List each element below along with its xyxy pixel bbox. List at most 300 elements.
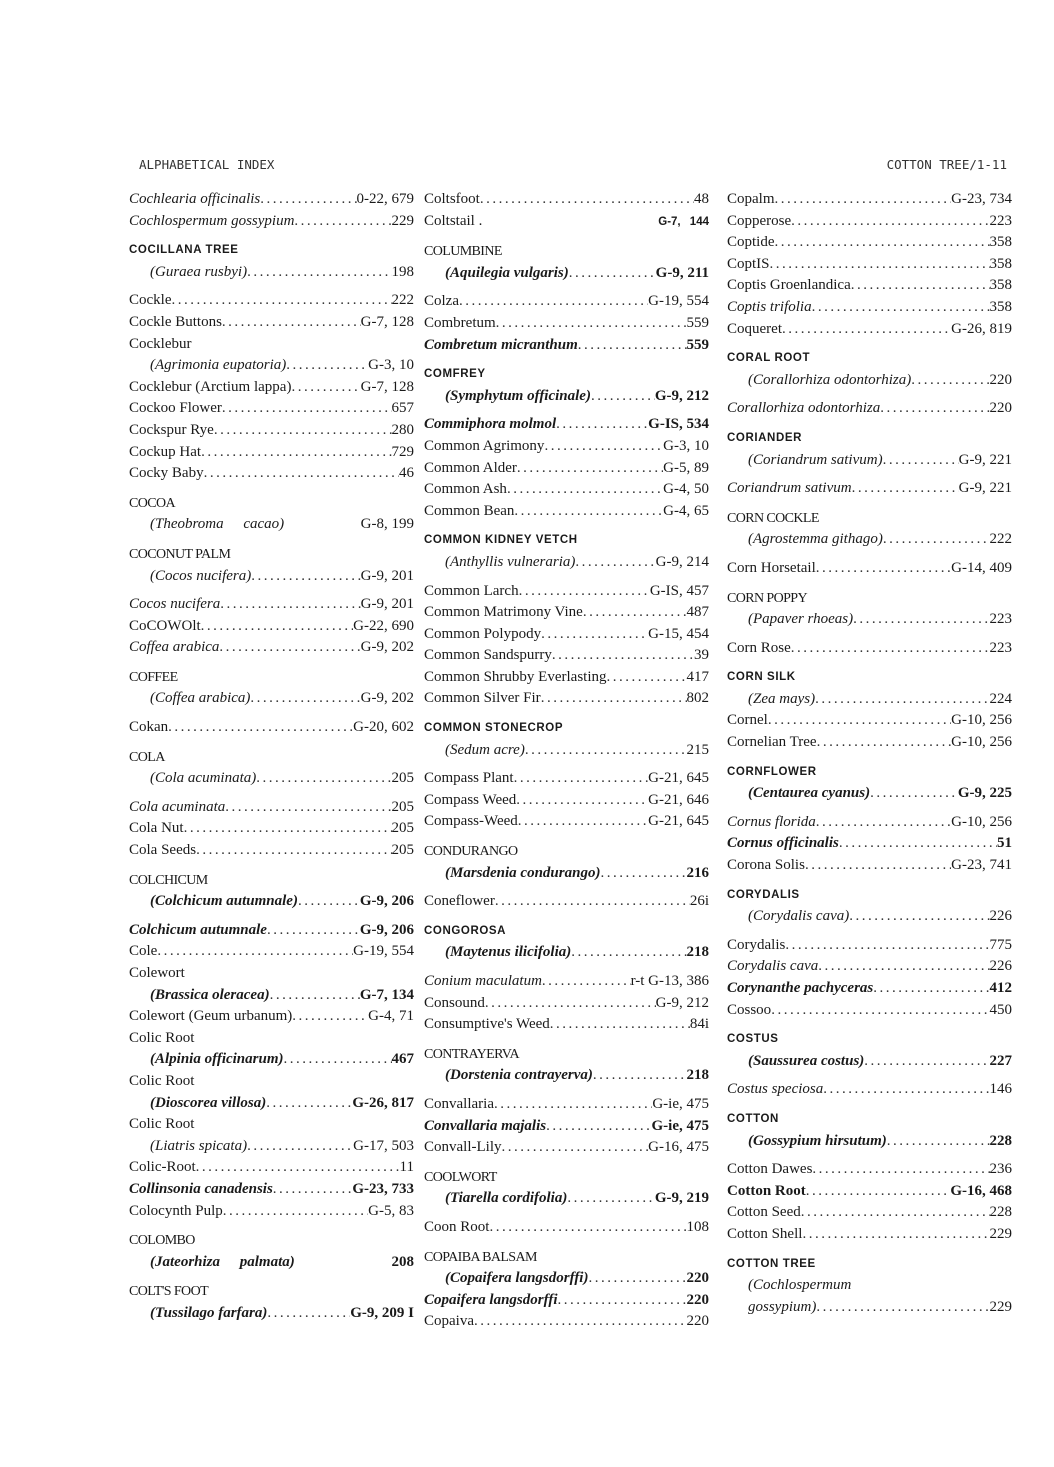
index-column-3: [727, 189, 1012, 1318]
entry-page-ref: G-7, 144: [658, 215, 709, 228]
index-subentry: [727, 609, 1012, 631]
entry-page-ref: 450: [989, 1001, 1012, 1018]
dot-leader: [552, 645, 694, 667]
entry-page-ref: 412: [989, 980, 1012, 996]
index-entry: [424, 811, 709, 833]
entry-page-ref: 11: [399, 1159, 414, 1176]
index-entry: [129, 920, 414, 942]
section-heading: CORYDALIS: [727, 888, 800, 901]
entry-term: (Centaurea cyanus): [748, 785, 871, 802]
dot-leader: [286, 355, 368, 377]
entry-term: Copaiva: [424, 1313, 474, 1330]
dot-leader: [887, 1131, 990, 1153]
entry-term: (Dorstenia contrayerva): [445, 1067, 593, 1084]
entry-page-ref: 229: [989, 1225, 1012, 1242]
dot-leader: [541, 624, 648, 646]
index-entry: [727, 319, 1012, 341]
dot-leader: [816, 812, 951, 834]
entry-term: Common Sandspurry: [424, 647, 552, 664]
section-heading: COCOA: [129, 495, 176, 511]
entry-page-ref: 108: [686, 1218, 709, 1235]
entry-page-ref: 205: [391, 770, 414, 787]
entry-term: Compass Weed: [424, 791, 517, 808]
entry-page-ref: G-9, 214: [655, 553, 709, 570]
dot-leader: [496, 313, 687, 335]
section-heading: COMFREY: [424, 368, 486, 381]
entry-term: Coriandrum sativum: [727, 480, 852, 497]
entry-term: Common Silver Fir: [424, 690, 541, 707]
entry-page-ref: 228: [989, 1132, 1012, 1149]
entry-term: Cocky Baby: [129, 465, 204, 482]
section-heading: CONGOROSA: [424, 924, 507, 937]
entry-page-ref: G-22, 690: [353, 617, 414, 634]
entry-spacer: [727, 471, 1012, 478]
entry-spacer: [727, 1072, 1012, 1079]
entry-term: Cornus florida: [727, 813, 816, 830]
entry-term: (Cola acuminata): [150, 770, 257, 787]
index-entry: [727, 254, 1012, 276]
dot-leader: [607, 667, 687, 689]
entry-term: Cokan: [129, 719, 169, 736]
dot-leader: [873, 978, 989, 1000]
dot-leader: [219, 637, 360, 659]
index-entry: [727, 297, 1012, 319]
index-entry: [424, 1290, 709, 1312]
index-subentry: [129, 1303, 414, 1325]
section-heading: COLA: [129, 749, 165, 765]
index-entry: [424, 1116, 709, 1138]
index-entry: [727, 855, 1012, 877]
entry-page-ref: G-4, 50: [663, 481, 709, 498]
entry-term: Common Ash: [424, 481, 507, 498]
entry-page-ref: G-9, 202: [360, 690, 414, 707]
index-subentry: [424, 942, 709, 964]
index-subentry: [129, 1136, 414, 1158]
index-entry: [129, 189, 414, 211]
dot-leader: [266, 1093, 352, 1115]
entry-page-ref: G-10, 256: [951, 813, 1012, 830]
entry-page-ref: 559: [686, 314, 709, 331]
index-entry: [727, 935, 1012, 957]
entry-term: Cockle Buttons: [129, 313, 222, 330]
index-entry: [424, 313, 709, 335]
entry-term: Coqueret: [727, 320, 782, 337]
entry-page-ref: 205: [391, 842, 414, 859]
entry-spacer: [129, 587, 414, 594]
entry-term: Convallaria majalis: [424, 1117, 547, 1134]
dot-leader: [791, 638, 990, 660]
dot-leader: [593, 1065, 687, 1087]
entry-term: (Copaifera langsdorffi): [445, 1270, 589, 1287]
dot-leader: [791, 211, 989, 233]
section-heading: CONTRAYERVA: [424, 1046, 519, 1062]
dot-leader: [544, 436, 663, 458]
dot-leader: [267, 920, 360, 942]
entry-page-ref: 218: [686, 944, 709, 961]
dot-leader: [852, 478, 959, 500]
dot-leader: [591, 386, 655, 408]
index-entry: [129, 290, 414, 312]
index-entry: [129, 797, 414, 819]
index-subentry: [129, 566, 414, 588]
entry-spacer: [129, 790, 414, 797]
entry-term: Colic-Root: [129, 1159, 196, 1176]
dot-leader: [220, 594, 360, 616]
section-heading: COCILLANA TREE: [129, 244, 239, 257]
index-entry: [727, 710, 1012, 732]
dot-leader: [516, 790, 648, 812]
entry-term: Copaifera langsdorffi: [424, 1291, 558, 1308]
entry-page-ref: G-23, 733: [352, 1180, 414, 1197]
entry-term: (Marsdenia condurango): [445, 864, 601, 881]
dot-leader: [806, 1181, 951, 1203]
entry-page-ref: 559: [686, 336, 709, 353]
index-entry: [727, 478, 1012, 500]
index-subentry: [727, 783, 1012, 805]
index-subentry: [424, 863, 709, 885]
entry-page-ref: 222: [391, 292, 414, 309]
index-subentry: [727, 689, 1012, 711]
dot-leader: [514, 501, 663, 523]
dot-leader: [802, 1224, 989, 1246]
dot-leader: [514, 768, 649, 790]
dot-leader: [270, 985, 360, 1007]
index-entry: [424, 436, 709, 458]
dot-leader: [184, 818, 392, 840]
entry-page-ref: G-10, 256: [951, 712, 1012, 729]
running-head-right: COTTON TREE/1-11: [886, 157, 1007, 172]
entry-term: Cotton Dawes: [727, 1161, 813, 1178]
entry-term: (Sedum acre): [445, 741, 525, 758]
entry-page-ref: 146: [989, 1081, 1012, 1098]
section-heading: COMMON STONECROP: [424, 722, 564, 735]
entry-page-ref: 48: [694, 191, 709, 207]
dot-leader: [157, 941, 353, 963]
entry-spacer: [424, 574, 709, 581]
dot-leader: [222, 398, 392, 420]
dot-leader: [883, 450, 959, 472]
index-entry: [424, 581, 709, 603]
entry-term: Corn Rose: [727, 639, 791, 656]
dot-leader: [571, 942, 686, 964]
entry-page-ref: 39: [694, 647, 709, 664]
index-entry: [129, 442, 414, 464]
entry-term: Cockup Hat: [129, 443, 202, 460]
entry-term: (Brassica oleracea): [150, 986, 270, 1003]
index-entry: [424, 458, 709, 480]
index-entry: [129, 211, 414, 233]
entry-spacer: [727, 551, 1012, 558]
entry-term: Coneflower: [424, 893, 495, 910]
entry-term: Common Alder: [424, 459, 517, 476]
index-entry: [129, 818, 414, 840]
section-heading: COLCHICUM: [129, 872, 208, 888]
entry-page-ref: G-9, 212: [654, 387, 709, 404]
entry-spacer: [129, 283, 414, 290]
entry-term: Cole: [129, 943, 158, 960]
dot-leader: [818, 956, 989, 978]
entry-page-ref: 226: [989, 908, 1012, 925]
entry-page-ref: 236: [989, 1161, 1012, 1178]
index-subentry: [129, 985, 414, 1007]
entry-page-ref: G-9, 211: [655, 264, 709, 281]
entry-term: (Anthyllis vulneraria): [445, 553, 576, 570]
dot-leader: [292, 1006, 368, 1028]
entry-term: Costus speciosa: [727, 1081, 824, 1098]
index-subentry: [424, 263, 709, 285]
dot-leader: [550, 1014, 690, 1036]
index-entry: [424, 1014, 709, 1036]
index-subentry: [424, 1065, 709, 1087]
entry-term: Consumptive's Weed: [424, 1016, 550, 1033]
dot-leader: [839, 833, 997, 855]
entry-page-ref: G-5, 83: [368, 1202, 414, 1219]
section-heading: COMMON KIDNEY VETCH: [424, 534, 578, 547]
entry-spacer: [424, 284, 709, 291]
entry-page-ref: 220: [989, 400, 1012, 417]
entry-term: CoCOWOlt: [129, 617, 201, 634]
dot-leader: [260, 189, 356, 211]
entry-spacer: [727, 805, 1012, 812]
dot-leader: [459, 291, 648, 313]
dot-leader: [768, 710, 951, 732]
section-heading: CONDURANGO: [424, 844, 518, 860]
dot-leader: [817, 732, 952, 754]
entry-term: Cornelian Tree: [727, 734, 817, 751]
index-entry: [727, 833, 1012, 855]
entry-term: Coptis trifolia: [727, 298, 812, 315]
entry-term: Combretum micranthum: [424, 336, 578, 353]
dot-leader: [507, 479, 663, 501]
entry-term: (Coffea arabica): [150, 690, 251, 707]
index-entry: [129, 1028, 414, 1050]
index-entry: [129, 963, 414, 985]
entry-term: (Tussilago farfara): [150, 1304, 268, 1321]
entry-term: (Agrostemma githago): [748, 531, 883, 548]
index-subentry: [129, 1049, 414, 1071]
entry-term: (Guraea rusbyi): [150, 263, 248, 280]
index-entry: [129, 334, 414, 356]
dot-leader: [517, 458, 663, 480]
entry-term: (Corallorhiza odontorhiza): [748, 371, 912, 388]
entry-term: Cola Nut: [129, 820, 184, 837]
entry-term: (Colchicum autumnale): [150, 893, 298, 910]
dot-leader: [298, 891, 360, 913]
index-column-2: [424, 189, 709, 1333]
index-entry: [727, 1159, 1012, 1181]
index-entry: [129, 1114, 414, 1136]
entry-spacer: [424, 407, 709, 414]
entry-page-ref: G-14, 409: [951, 559, 1012, 576]
entry-term: Cotton Shell: [727, 1225, 803, 1242]
index-entry: [424, 667, 709, 689]
section-heading: CORN SILK: [727, 671, 796, 684]
index-subentry: [129, 262, 414, 284]
index-entry: [424, 189, 709, 211]
index-entry: [129, 420, 414, 442]
section-heading: COTTON: [727, 1112, 779, 1125]
dot-leader: [204, 463, 399, 485]
entry-page-ref: G-ie, 475: [652, 1095, 709, 1112]
dot-leader: [541, 688, 687, 710]
index-entry: [424, 993, 709, 1015]
entry-term: Copalm: [727, 191, 775, 207]
entry-term: Coptide: [727, 234, 775, 251]
index-subentry: [424, 1268, 709, 1290]
entry-page-ref: 215: [686, 741, 709, 758]
entry-term: Corynanthe pachyceras: [727, 980, 874, 996]
entry-page-ref: 229: [391, 212, 414, 229]
entry-page-ref: 220: [686, 1291, 709, 1308]
index-entry: [424, 414, 709, 436]
index-entry: [727, 275, 1012, 297]
entry-term: Corydalis: [727, 936, 786, 953]
entry-term: Cotton Root: [727, 1182, 806, 1199]
index-entry: [727, 1079, 1012, 1101]
index-entry: [727, 956, 1012, 978]
index-entry: [129, 377, 414, 399]
entry-page-ref: G-21, 645: [648, 813, 709, 830]
index-subentry: [424, 740, 709, 762]
dot-leader: [485, 993, 656, 1015]
entry-page-ref: 417: [686, 668, 709, 685]
entry-page-ref: 224: [989, 690, 1012, 707]
entry-page-ref: 223: [989, 639, 1012, 656]
entry-term: (Tiarella cordifolia): [445, 1190, 568, 1207]
entry-page-ref: 775: [989, 936, 1012, 953]
dot-leader: [600, 863, 686, 885]
entry-page-ref: 229: [989, 1298, 1012, 1315]
entry-term: Colewort: [129, 965, 185, 981]
section-heading: COCONUT PALM: [129, 546, 231, 562]
entry-term: Cornel: [727, 712, 768, 729]
index-entry: [129, 616, 414, 638]
dot-leader: [172, 290, 392, 312]
entry-page-ref: 280: [391, 421, 414, 438]
dot-leader: [247, 1136, 353, 1158]
entry-term: Cocklebur (Arctium lappa): [129, 378, 292, 395]
entry-page-ref: G-19, 554: [648, 293, 709, 310]
entry-term: (Alpinia officinarum): [150, 1051, 284, 1068]
entry-term: Cossoo: [727, 1001, 772, 1018]
entry-term: gossypium): [748, 1298, 817, 1315]
dot-leader: [853, 609, 989, 631]
index-subentry: [727, 1131, 1012, 1153]
entry-page-ref: 228: [989, 1204, 1012, 1221]
index-subentry: [129, 355, 414, 377]
entry-term: (Papaver rhoeas): [748, 611, 854, 628]
index-subentry: [727, 1051, 1012, 1073]
section-heading: CORIANDER: [727, 431, 803, 444]
entry-spacer: [424, 1087, 709, 1094]
entry-term: (Jateorhiza palmata): [150, 1253, 295, 1270]
entry-term: Compass Plant: [424, 770, 514, 787]
entry-term: (Cocos nucifera): [150, 567, 252, 584]
index-entry: [424, 291, 709, 313]
dot-leader: [214, 420, 392, 442]
entry-page-ref: G-7, 134: [359, 986, 414, 1003]
dot-leader: [588, 1268, 686, 1290]
index-subentry: [129, 768, 414, 790]
entry-page-ref: G-3, 10: [663, 437, 709, 454]
entry-term: Common Polypody: [424, 625, 542, 642]
entry-term: Common Agrimony: [424, 437, 545, 454]
index-entry: [424, 1137, 709, 1159]
index-entry: [129, 717, 414, 739]
entry-page-ref: 205: [391, 820, 414, 837]
dot-leader: [775, 232, 990, 254]
entry-term: (Liatris spicata): [150, 1137, 248, 1154]
entry-term: (Cochlospermum: [748, 1277, 852, 1294]
index-subentry: [727, 450, 1012, 472]
entry-term: Convall-Lily: [424, 1139, 502, 1156]
entry-page-ref: r-t G-13, 386: [630, 973, 709, 989]
dot-leader: [251, 566, 360, 588]
entry-page-ref: 487: [686, 604, 709, 621]
entry-page-ref: 358: [989, 298, 1012, 315]
entry-term: Cola acuminata: [129, 798, 226, 815]
dot-leader: [225, 797, 391, 819]
entry-page-ref: G-4, 65: [663, 502, 709, 519]
entry-page-ref: G-IS, 457: [649, 582, 709, 599]
entry-page-ref: G-9, 212: [655, 994, 709, 1011]
section-heading: COLT'S FOOT: [129, 1284, 209, 1300]
entry-page-ref: G-9, 221: [958, 451, 1012, 468]
index-subentry: [727, 1297, 1012, 1319]
dot-leader: [201, 616, 354, 638]
entry-page-ref: 0-22, 679: [356, 191, 414, 207]
dot-leader: [168, 717, 353, 739]
dot-leader: [849, 906, 989, 928]
dot-leader: [542, 971, 631, 993]
entry-page-ref: G-9, 225: [957, 785, 1012, 802]
dot-leader: [851, 275, 990, 297]
index-column-1: [129, 189, 414, 1325]
dot-leader: [816, 1297, 989, 1319]
dot-leader: [812, 1159, 989, 1181]
entry-spacer: [727, 631, 1012, 638]
index-entry: [129, 594, 414, 616]
entry-term: (Symphytum officinale): [445, 387, 591, 404]
entry-term: Cornus officinalis: [727, 835, 839, 852]
dot-leader: [474, 1311, 687, 1333]
section-heading: CORNFLOWER: [727, 765, 817, 778]
entry-page-ref: 208: [391, 1253, 414, 1270]
index-entry: [129, 941, 414, 963]
index-subentry: [129, 891, 414, 913]
index-entry: [424, 688, 709, 710]
entry-term: Commiphora molmol: [424, 416, 557, 433]
index-subentry: [424, 1188, 709, 1210]
entry-page-ref: G-3, 10: [368, 357, 414, 374]
index-entry: [727, 638, 1012, 660]
entry-page-ref: 26i: [689, 893, 709, 910]
entry-page-ref: 220: [686, 1313, 709, 1330]
entry-term: Cola Seeds: [129, 842, 197, 859]
entry-page-ref: 220: [686, 1270, 709, 1287]
index-entry: [424, 1094, 709, 1116]
entry-term: Colewort (Geum urbanum): [129, 1008, 293, 1025]
dot-leader: [770, 254, 990, 276]
entry-page-ref: G-16, 475: [648, 1139, 709, 1156]
dot-leader: [557, 1290, 686, 1312]
entry-term: Colchicum autumnale: [129, 921, 267, 938]
entry-term: Conium maculatum: [424, 973, 542, 989]
dot-leader: [196, 840, 391, 862]
dot-leader: [578, 335, 687, 357]
entry-page-ref: G-4, 71: [368, 1008, 414, 1025]
entry-term: (Maytenus ilicifolia): [445, 944, 572, 961]
